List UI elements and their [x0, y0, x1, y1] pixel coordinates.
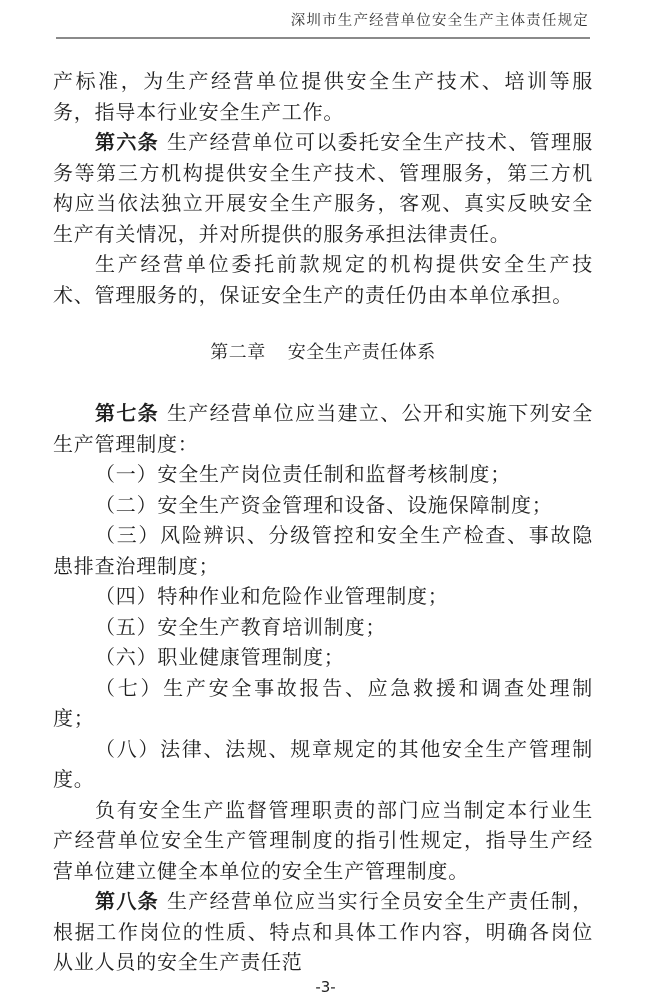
article-7-label: 第七条	[95, 401, 159, 425]
list-item: （三）风险辨识、分级管控和安全生产检查、事故隐患排查治理制度；	[53, 523, 593, 578]
article-8-label: 第八条	[95, 889, 159, 913]
article-7	[53, 398, 593, 459]
list-item: （六）职业健康管理制度；	[95, 645, 345, 669]
document-body	[53, 66, 593, 978]
header-rule	[56, 37, 590, 39]
chapter-heading	[53, 338, 593, 368]
chapter-number: 第二章	[210, 342, 266, 363]
page-number: -3-	[315, 977, 336, 996]
paragraph-continued: 产标准，为生产经营单位提供安全生产技术、培训等服务，指导本行业安全生产工作。	[53, 69, 593, 124]
article-7-list	[53, 459, 593, 795]
article-6-label: 第六条	[95, 130, 159, 154]
article-6-text: 生产经营单位可以委托安全生产技术、管理服务等第三方机构提供安全生产技术、管理服务，第三方机构应当依法独立开展安全生产服务，客观、真实反映安全生产有关情况，并对所提供的服务承担法律责任。	[53, 130, 593, 246]
article-7-text: 生产经营单位应当建立、公开和实施下列安全生产管理制度：	[53, 401, 593, 456]
header-title: 深圳市生产经营单位安全生产主体责任规定	[290, 13, 589, 29]
list-item: （一）安全生产岗位责任制和监督考核制度；	[95, 462, 511, 486]
article-8	[53, 886, 593, 978]
article-7-paragraph-2: 负有安全生产监督管理职责的部门应当制定本行业生产经营单位安全生产管理制度的指引性规定，指导生产经营单位建立健全本单位的安全生产管理制度。	[53, 797, 593, 883]
article-8-text: 生产经营单位应当实行全员安全生产责任制，根据工作岗位的性质、特点和具体工作内容，明确各岗位从业人员的安全生产责任范	[53, 889, 593, 974]
list-item: （四）特种作业和危险作业管理制度；	[95, 584, 449, 608]
list-item: （五）安全生产教育培训制度；	[95, 614, 387, 639]
list-item: （七）生产安全事故报告、应急救援和调查处理制度；	[53, 675, 593, 730]
chapter-title: 安全生产责任体系	[287, 342, 436, 363]
list-item: （二）安全生产资金管理和设备、设施保障制度；	[95, 492, 553, 517]
page-footer	[0, 978, 651, 1008]
article-6-paragraph-2: 生产经营单位委托前款规定的机构提供安全生产技术、管理服务的，保证安全生产的责任仍由本单位承担。	[53, 252, 593, 307]
article-6	[53, 127, 593, 249]
running-header	[0, 0, 651, 39]
list-item: （八）法律、法规、规章规定的其他安全生产管理制度。	[53, 736, 593, 791]
